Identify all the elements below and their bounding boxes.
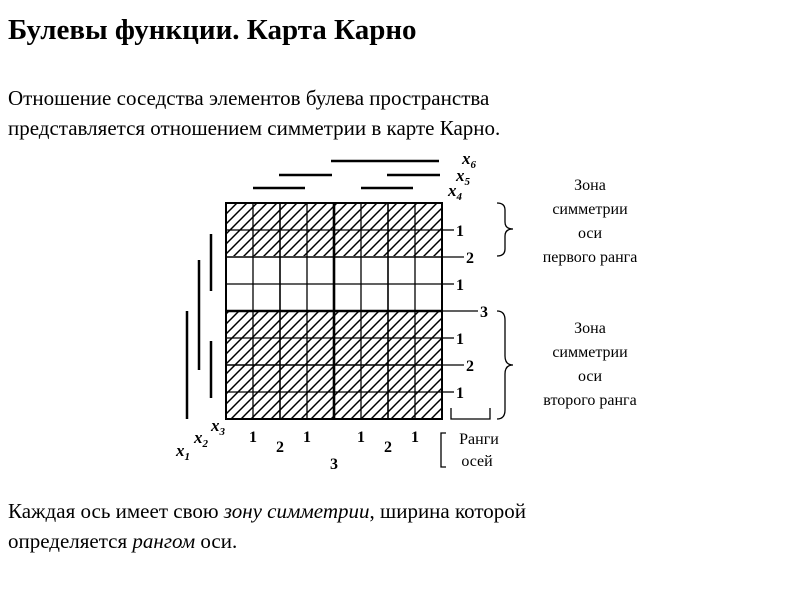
x2-label: $x_2$ (194, 428, 208, 450)
row-rank-label: 2 (466, 358, 474, 375)
outro-emphasis-rank: рангом (132, 529, 196, 553)
column-rank-label: 3 (330, 456, 338, 473)
column-variable-bars (253, 161, 440, 188)
outro-paragraph (8, 496, 526, 556)
column-axis-rank-labels (249, 429, 419, 473)
zone2-line-1: Зона (574, 320, 606, 337)
zone2-line-4: второго ранга (543, 392, 637, 409)
x5-label: $x_5$ (456, 166, 470, 188)
zone1-line-2: симметрии (552, 201, 628, 218)
zone1-brace (497, 203, 513, 256)
row-rank-label: 2 (466, 250, 474, 267)
zone1-line-3: оси (577, 225, 603, 242)
outro-text-4: оси. (195, 529, 238, 553)
zone1-line-1: Зона (574, 177, 606, 194)
ranks-caption (459, 431, 499, 470)
zone2-brace (497, 311, 513, 419)
row-rank-label: 1 (456, 331, 464, 348)
zone1-line-4: первого ранга (542, 249, 638, 266)
outro-emphasis-symmetry-zone: зону симметрии (223, 499, 370, 523)
page-title: Булевы функции. Карта Карно (8, 14, 417, 46)
column-rank-label: 2 (384, 439, 392, 456)
zone2-caption (543, 320, 636, 409)
intro-line-1: Отношение соседства элементов булева пространства (8, 86, 490, 110)
column-rank-label: 1 (411, 429, 419, 446)
row-rank-label: 1 (456, 277, 464, 294)
intro-line-2: представляется отношением симметрии в карте Карно. (8, 116, 501, 140)
ranks-line-1: Ранги (459, 431, 499, 448)
x1-label: $x_1$ (176, 441, 190, 463)
zone-brackets (441, 203, 513, 467)
x6-label: $x_6$ (462, 149, 476, 171)
x4-label: $x_4$ (448, 181, 462, 203)
outro-text-1: Каждая ось имеет свою (8, 499, 224, 523)
row-axis-rank-labels (442, 223, 488, 402)
row-rank-label: 1 (456, 223, 464, 240)
ranks-bracket (451, 408, 490, 419)
outro-text-2: , ширина которой (369, 499, 526, 523)
bottom-ranks-bracket (441, 433, 446, 467)
row-rank-label: 3 (480, 304, 488, 321)
column-rank-label: 2 (276, 439, 284, 456)
column-rank-label: 1 (303, 429, 311, 446)
karnaugh-grid (226, 203, 442, 419)
zone1-caption (543, 177, 638, 266)
column-rank-label: 1 (357, 429, 365, 446)
x3-label: $x_3$ (211, 416, 225, 438)
outro-text-3: определяется (8, 529, 133, 553)
zone2-line-3: оси (577, 368, 603, 385)
column-rank-label: 1 (249, 429, 257, 446)
ranks-line-2: осей (461, 453, 493, 470)
row-variable-bars (187, 234, 211, 419)
zone2-line-2: симметрии (552, 344, 628, 361)
row-rank-label: 1 (456, 385, 464, 402)
